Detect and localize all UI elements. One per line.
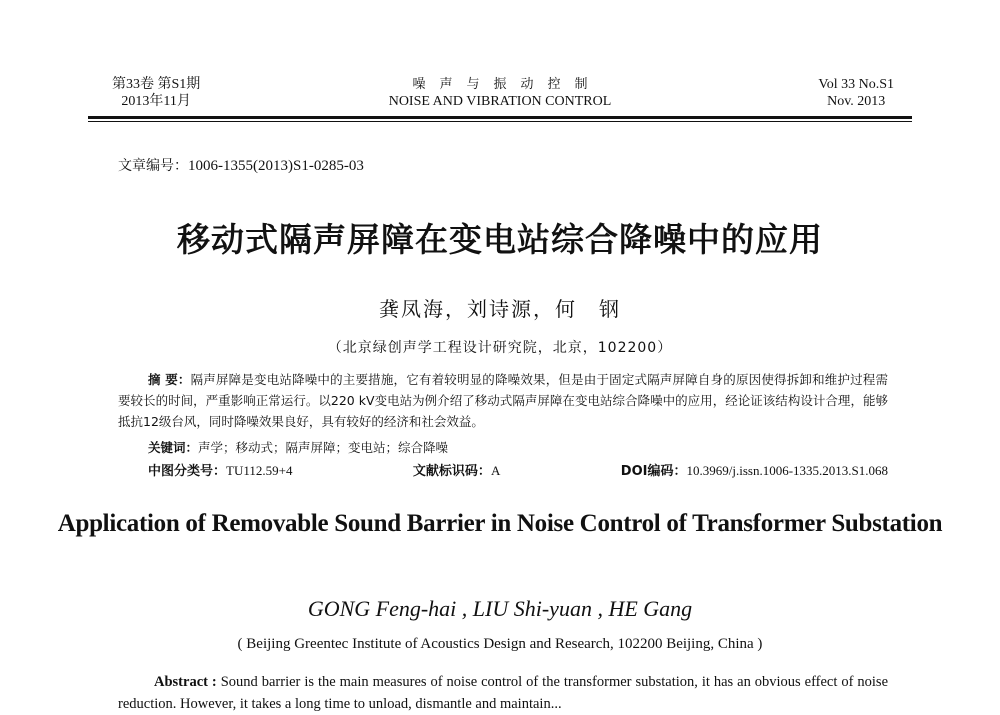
clc-code [148,460,292,479]
classification-info [148,460,888,479]
keywords-cn [148,438,448,456]
article-number-value: 1006-1355(2013)S1-0285-03 [188,158,364,174]
abstract-en-label: Abstract : [154,674,217,690]
journal-name-en: NOISE AND VIBRATION CONTROL [388,94,612,109]
paper-title-en: Application of Removable Sound Barrier in Noise Control of Transformer Substation [57,510,943,537]
header-rule-thick [88,116,912,119]
volume-issue: 第33卷 第S1期 [112,77,201,92]
article-number-label: 文章编号： [118,158,188,174]
abstract-en-text: Sound barrier is the main measures of noise control of the transformer substation, it has an obvious effect of noise reduction. However, it takes a long time to unload, dismantle and maintain... [118,674,888,712]
document-code-value: A [490,463,501,478]
document-code [413,460,500,479]
doi [621,460,888,479]
doi-label: DOI编码： [620,464,687,479]
article-number [118,155,364,175]
issue-date-en: Nov. 2013 [827,94,886,109]
issue-date: 2013年11月 [121,94,191,109]
keywords-cn-text: 声学；移动式；隔声屏障；变电站；综合降噪 [198,440,449,455]
header-rule-thin [88,121,912,122]
document-code-label: 文献标识码： [412,464,491,479]
clc-label: 中图分类号： [148,464,227,479]
journal-issue-info [112,76,200,110]
abstract-cn [118,369,888,432]
affiliation-en: ( Beijing Greentec Institute of Acoustics Design and Research, 102200 Beijing, China ) [237,636,763,652]
doi-value: 10.3969/j.issn.1006-1335.2013.S1.068 [686,463,888,478]
authors-en: GONG Feng-hai , LIU Shi-yuan , HE Gang [307,596,693,621]
abstract-cn-text: 隔声屏障是变电站降噪中的主要措施，它有着较明显的降噪效果，但是由于固定式隔声屏障自身的原因使得拆卸和维护过程需要较长的时间，严重影响正常运行。以220 kV变电站为例介绍了移动式隔声屏障在变电站综合降噪中的应用，经论证该结构设计合理，能够抵抗12级台风，同时降噪效果良好，具有较好的经济和社会效益。 [118,372,888,429]
authors-cn: 龚凤海，刘诗源，何 钢 [379,297,621,321]
journal-volume-en [818,76,894,110]
clc-value: TU112.59+4 [226,463,293,478]
volume-number-en: Vol 33 No.S1 [818,77,894,92]
paper-title-cn: 移动式隔声屏障在变电站综合降噪中的应用 [177,220,823,259]
journal-name [350,76,650,110]
abstract-cn-label: 摘 要： [148,372,191,387]
journal-name-cn: 噪声与振动控制 [412,77,602,92]
abstract-en [118,671,888,715]
affiliation-cn: （北京绿创声学工程设计研究院，北京，102200） [327,340,673,356]
keywords-cn-label: 关键词： [148,440,199,455]
